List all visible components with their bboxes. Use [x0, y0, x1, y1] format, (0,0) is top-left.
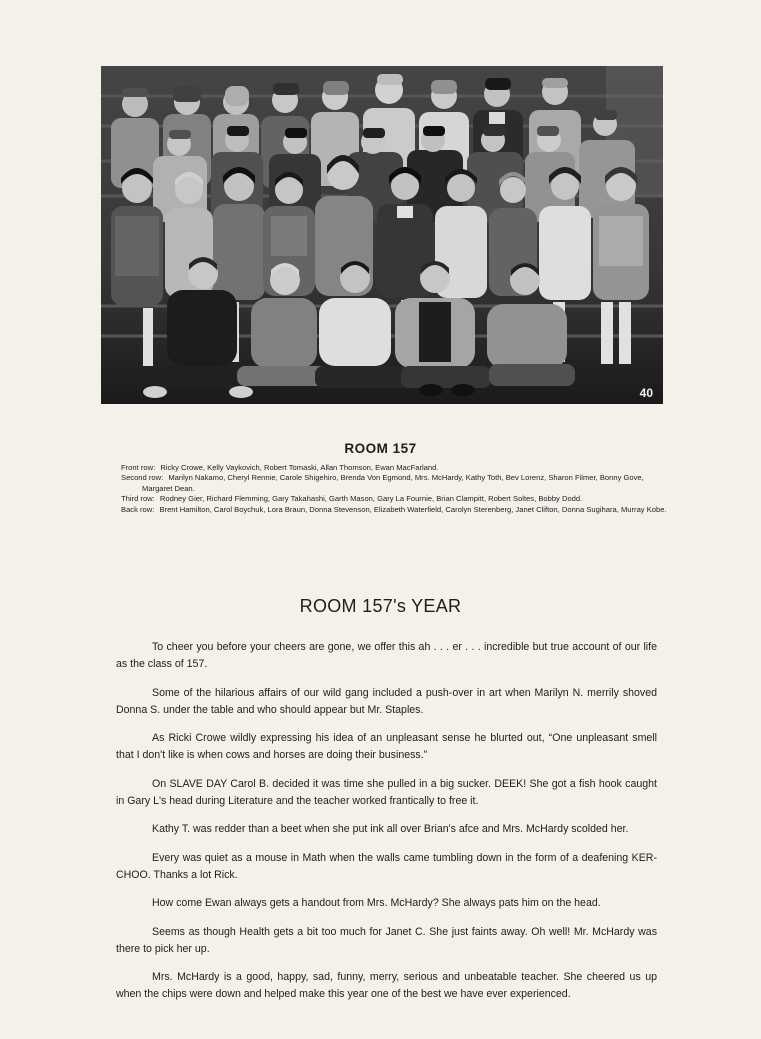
- caption-third-row: [121, 494, 676, 504]
- caption-label: Second row:: [121, 473, 164, 483]
- caption-back-row: [121, 505, 676, 515]
- caption-front-row: [121, 463, 676, 473]
- caption-names: Rodney Gier, Richard Flemming, Gary Takahashi, Garth Mason, Gary La Fournie, Brian Clampitt, Robert Soltes, Bobby Dodd.: [159, 494, 583, 504]
- caption-names: Marilyn Nakamo, Cheryl Rennie, Carole Shigehiro, Brenda Von Egmond, Mrs. McHardy, Kathy Toth, Bev Lorenz, Sharon Filmer, Bonny Gove, Margaret Dean.: [142, 473, 644, 493]
- paragraph: Every was quiet as a mouse in Math when the walls came tumbling down in the form of a deafening KER-CHOO. Thanks a lot Rick.: [116, 851, 657, 881]
- article-title: ROOM 157's YEAR: [299, 596, 462, 616]
- paragraph: Kathy T. was redder than a beet when she put ink all over Brian's afce and Mrs. McHardy scolded her.: [152, 823, 629, 836]
- room-heading: ROOM 157: [344, 441, 417, 456]
- paragraph: To cheer you before your cheers are gone, we offer this ah . . . er . . . incredible but true account of our life as the class of 157.: [116, 641, 657, 671]
- paragraph: As Ricki Crowe wildly expressing his idea of an unpleasant sense he blurted out, “One unpleasant smell that I don't like is when cows and horses are doing their business.”: [116, 732, 657, 762]
- article-body: [116, 639, 657, 1015]
- caption-label: Front row:: [121, 463, 156, 472]
- caption-names: Brent Hamilton, Carol Boychuk, Lora Braun, Donna Stevenson, Elizabeth Waterfield, Carolyn Sterenberg, Janet Clifton, Donna Sugihara, Murray Kobe.: [159, 504, 667, 514]
- paragraph: Seems as though Health gets a bit too much for Janet C. She just faints away. Oh well! Mr. McHardy was there to pick her up.: [116, 925, 657, 955]
- class-photo-image: [101, 66, 663, 404]
- caption-label: Back row:: [121, 504, 155, 514]
- page-number: 40: [639, 386, 653, 400]
- caption-names: Ricky Crowe, Kelly Vaykovich, Robert Tomaski, Allan Thomson, Ewan MacFarland.: [160, 463, 439, 472]
- class-photo: [101, 66, 663, 404]
- paragraph: How come Ewan always gets a handout from Mrs. McHardy? She always pats him on the head.: [152, 897, 601, 910]
- photo-caption: [121, 463, 676, 515]
- caption-second-row: [121, 473, 676, 494]
- caption-label: Third row:: [121, 494, 155, 504]
- paragraph: Mrs. McHardy is a good, happy, sad, funny, merry, serious and unbeatable teacher. She cheered us up when the chips were down and helped make this year one of the best we have ever experienced.: [116, 971, 657, 1001]
- paragraph: Some of the hilarious affairs of our wild gang included a push-over in art when Marilyn N. merrily shoved Donna S. under the table and who should appear but Mr. Staples.: [116, 686, 657, 716]
- paragraph: On SLAVE DAY Carol B. decided it was time she pulled in a big sucker. DEEK! She got a fish hook caught in Gary L's head during Literature and the teacher worked frantically to free it.: [116, 777, 657, 808]
